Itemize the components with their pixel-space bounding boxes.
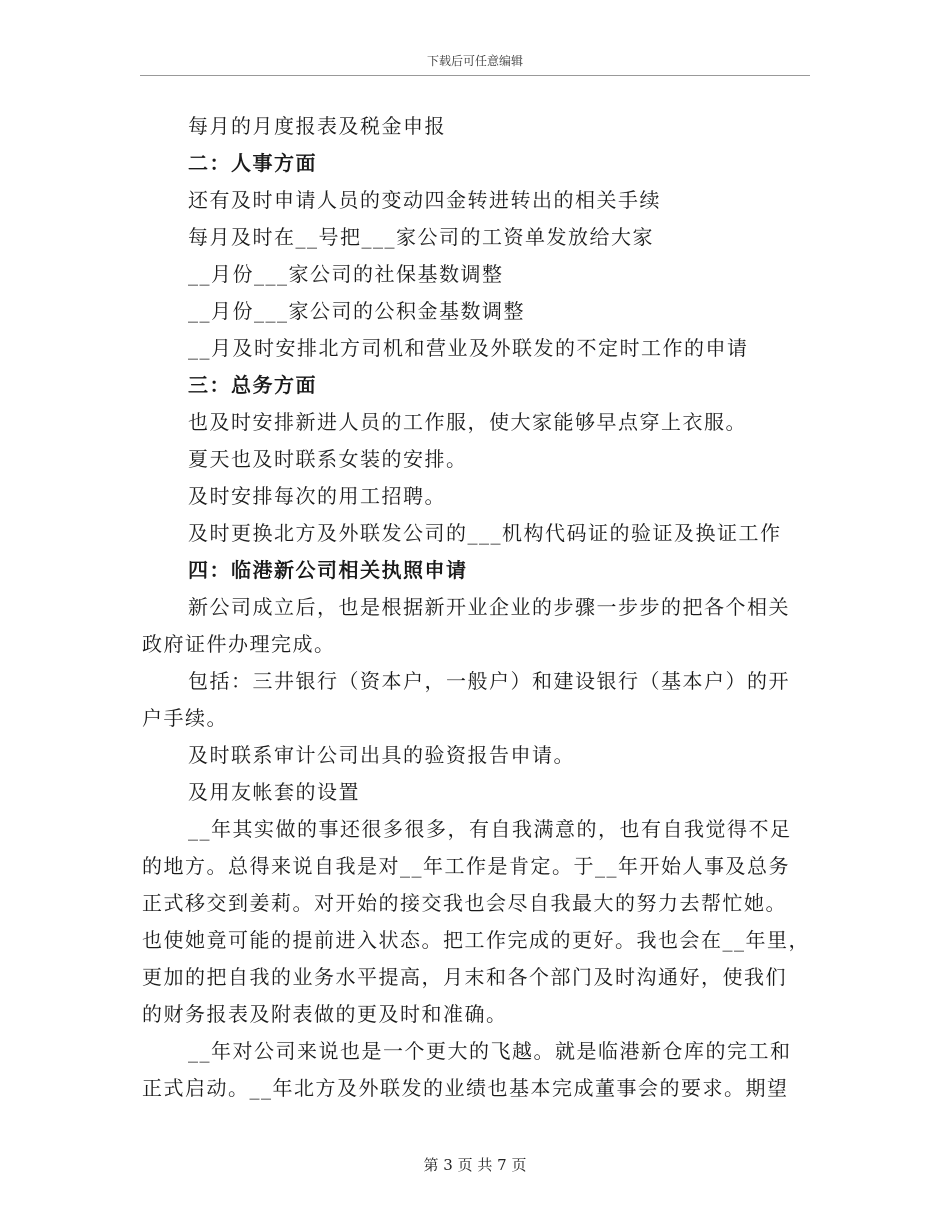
text-line: 正式启动。__年北方及外联发的业绩也基本完成董事会的要求。期望 (142, 1076, 789, 1100)
text-line: 的财务报表及附表做的更及时和准确。 (142, 1002, 508, 1026)
text-line: __月份___家公司的社保基数调整 (188, 262, 504, 286)
document-body (142, 108, 812, 1107)
text-line: __年对公司来说也是一个更大的飞越。就是临港新仓库的完工和 (188, 1039, 792, 1063)
text-line: 还有及时申请人员的变动四金转进转出的相关手续 (188, 188, 661, 212)
page-header: 下载后可任意编辑 (426, 54, 523, 68)
text-line: 及时安排每次的用工招聘。 (188, 484, 446, 508)
text-line: 的地方。总得来说自我是对__年工作是肯定。于__年开始人事及总务 (142, 854, 790, 878)
page-footer: 第 3 页 共 7 页 (423, 1156, 527, 1174)
text-line: 也及时安排新进人员的工作服，使大家能够早点穿上衣服。 (188, 410, 747, 434)
text-line: 及时联系审计公司出具的验资报告申请。 (188, 743, 575, 767)
section-heading: 二：人事方面 (188, 151, 317, 175)
text-line: 更加的把自我的业务水平提高，月末和各个部门及时沟通好，使我们 (142, 965, 787, 989)
text-line: 每月及时在__号把___家公司的工资单发放给大家 (188, 225, 654, 249)
text-line: 夏天也及时联系女装的安排。 (188, 447, 468, 471)
text-line: 正式移交到姜莉。对开始的接交我也会尽自我最大的努力去帮忙她。 (142, 891, 787, 915)
text-line: __年其实做的事还很多很多，有自我满意的，也有自我觉得不足 (188, 817, 792, 841)
text-line: __月及时安排北方司机和营业及外联发的不定时工作的申请 (188, 336, 749, 360)
text-line: 每月的月度报表及税金申报 (188, 114, 446, 138)
section-heading: 四：临港新公司相关执照申请 (188, 558, 468, 582)
header-divider (140, 75, 810, 76)
text-line: __月份___家公司的公积金基数调整 (188, 299, 525, 323)
section-heading: 三：总务方面 (188, 373, 317, 397)
text-line: 新公司成立后，也是根据新开业企业的步骤一步步的把各个相关 (188, 595, 790, 619)
text-line: 政府证件办理完成。 (142, 632, 336, 656)
text-line: 户手续。 (142, 706, 228, 730)
text-line: 及用友帐套的设置 (188, 780, 360, 804)
text-line: 及时更换北方及外联发公司的___机构代码证的验证及换证工作 (188, 521, 782, 545)
text-line: 包括：三井银行（资本户，一般户）和建设银行（基本户）的开 (188, 669, 790, 693)
text-line: 也使她竟可能的提前进入状态。把工作完成的更好。我也会在__年里， (142, 928, 810, 952)
